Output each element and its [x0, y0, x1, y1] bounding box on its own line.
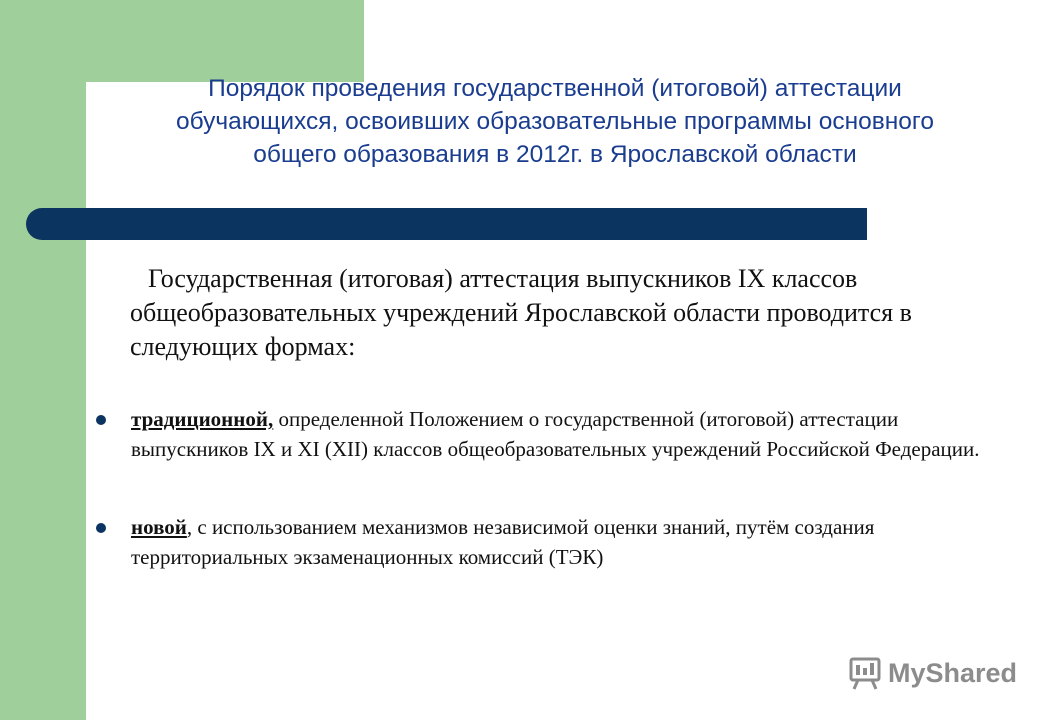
bullet-text: , с использованием механизмов независимой оценки знаний, путём создания территориальных экзаменационных комиссий (ТЭК): [131, 515, 875, 569]
intro-paragraph: Государственная (итоговая) аттестация выпускников IX классов общеобразовательных учреждений Ярославской области проводится в следующих формах:: [130, 264, 912, 361]
bullet-term: новой: [131, 515, 187, 539]
watermark-text: MyShared: [888, 657, 1018, 688]
bullet-item-traditional: [96, 404, 996, 464]
title-divider-bar: [26, 208, 867, 240]
slide-title: Порядок проведения государственной (итоговой) аттестации обучающихся, освоивших образовательные программы основного общего образования в 2012г. в Ярославской области: [176, 75, 934, 168]
green-side-band: [0, 0, 86, 720]
green-top-band: [0, 0, 364, 82]
bullet-dot-icon: [96, 415, 106, 425]
bullet-item-new: [96, 512, 996, 572]
bullet-dot-icon: [96, 523, 106, 533]
bullet-list: [96, 404, 996, 572]
watermark: [846, 655, 1017, 691]
presentation-board-icon: [846, 655, 884, 691]
bullet-term: традиционной,: [131, 407, 274, 431]
bullet-text: определенной Положением о государственной (итоговой) аттестации выпускников IX и XI (XII) классов общеобразовательных учреждений Российской Федерации.: [131, 407, 980, 461]
